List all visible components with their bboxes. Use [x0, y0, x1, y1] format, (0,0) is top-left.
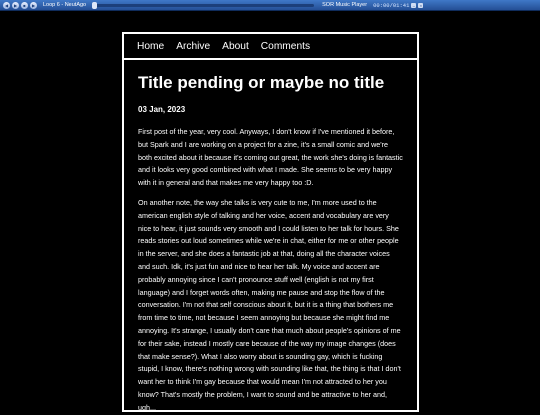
- seek-bar[interactable]: [92, 4, 314, 7]
- nav-about-link[interactable]: About: [222, 40, 249, 52]
- post-article: [124, 60, 417, 415]
- track-time: 00:00/01:41: [373, 1, 410, 9]
- navbar: [124, 34, 417, 60]
- post-paragraph: On another note, the way she talks is very cute to me, I'm more used to the american english style of talking and her voice, accent and vocabulary are very nice to hear, it just sounds very smooth and I could listen to her talk for hours. She reads stories out loud sometimes while we're in chat, either for me or other people in the server, and she does a fantastic job at that, doing all the character voices and such. Idk, it's just fun and nice to hear her talk. My voice and accent are probably annoying since I can't pronounce stuff well (english is not my first language) and I forget words often, making me pause and stop the flow of the conversation. I'm not that self conscious about it, but it is a thing that bothers me from time to time, not because I seem annoying but because she might find me annoying. It's strange, I usually don't care that much about people's opinions of me for their sake, instead I mostly care because of the way my image changes (does that make sense?). What I also worry about is sounding gay, which is fucking stupid, I know, there's nothing wrong with sounding like that, the thing is that I don't want her to think I'm gay because that would mean I'm not attracted to her you know? That's mostly the problem, I want to sound and be attractive to her and, ugh...: [138, 197, 401, 412]
- previous-icon[interactable]: ◀: [4, 2, 9, 8]
- blog-frame: [122, 32, 419, 412]
- seek-handle[interactable]: [92, 2, 97, 9]
- close-icon[interactable]: ×: [419, 2, 423, 8]
- post-paragraph: First post of the year, very cool. Anyways, I don't know if I've mentioned it before, but Spark and I are working on a project for a zine, it's a small comic and we're both excited about it because it's coming out great, the work she's doing is fantastic and it looks very good combined with what I made. She seems to be very happy with it in general and that makes me very happy too :D.: [138, 127, 403, 188]
- play-icon[interactable]: ▶: [13, 2, 18, 8]
- stop-icon[interactable]: ■: [21, 2, 28, 9]
- minimize-icon[interactable]: –: [412, 2, 415, 8]
- track-title: Loop 6 - NeutAgo: [43, 2, 87, 8]
- nav-comments-link[interactable]: Comments: [260, 40, 311, 52]
- post-date: 03 Jan, 2023: [138, 105, 186, 114]
- post-title: Title pending or maybe no title: [138, 73, 385, 92]
- nav-home-link[interactable]: Home: [137, 40, 165, 52]
- media-player-bar: [0, 0, 540, 11]
- next-icon[interactable]: ▶: [31, 2, 36, 8]
- nav-archive-link[interactable]: Archive: [176, 40, 211, 52]
- player-app-name: SOR Music Player: [322, 2, 368, 8]
